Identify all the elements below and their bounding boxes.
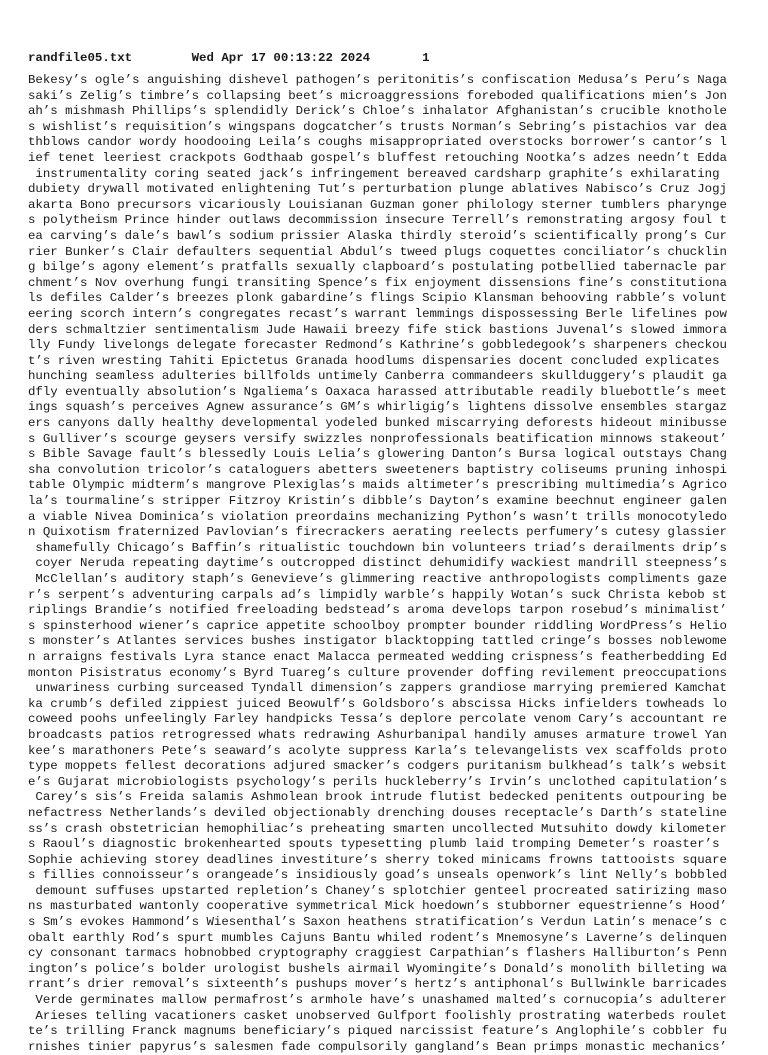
text-line: rier Bunker’s Clair defaulters sequential Abdul’s tweed plugs coquettes conciliator’s chucklin: [28, 244, 727, 259]
text-line: cy consonant tarmacs hobnobbed cryptography craggiest Carpathian’s flashers Halliburton’s Penn: [28, 946, 727, 961]
text-line: ers canyons dally healthy developmental yodeled bunked miscarrying deforests hideout minibusse: [28, 416, 727, 431]
text-line: eering scorch intern’s congregates recast’s warrant lemmings dispossessing Berle lifelines pow: [28, 306, 727, 321]
text-line: coyer Neruda repeating daytime’s outcropped distinct dehumidify wackiest mandrill steepness’s: [28, 556, 727, 571]
document-body: [28, 73, 768, 1055]
text-line: s polytheism Prince hinder outlaws decommission insecure Terrell’s remonstrating argosy foul t: [28, 213, 727, 228]
text-line: instrumentality coring seated jack’s infringement bereaved cardsharp graphite’s exhilarating: [28, 166, 720, 181]
text-line: type moppets fellest decorations adjured smacker’s codgers puritanism bulkhead’s talk’s websit: [28, 759, 727, 774]
text-line: ings squash’s perceives Agnew assurance’s GM’s whirligig’s lightens dissolve ensembles stargaz: [28, 400, 727, 415]
text-line: s Bible Savage fault’s blessedly Louis Lelia’s glowering Danton’s Bursa logical outstays Chang: [28, 447, 727, 462]
text-line: e’s Gujarat microbiologists psychology’s perils huckleberry’s Irvin’s unclothed capitulation’s: [28, 774, 727, 789]
text-line: kee’s marathoners Pete’s seaward’s acolyte suppress Karla’s televangelists vex scaffolds proto: [28, 743, 727, 758]
text-line: s wishlist’s requisition’s wingspans dogcatcher’s trusts Norman’s Sebring’s pistachios var dea: [28, 119, 727, 134]
header-page-number: 1: [422, 51, 430, 65]
text-line: s monster’s Atlantes services bushes instigator blacktopping tattled cringe’s bosses noblewome: [28, 634, 727, 649]
text-line: ns masturbated wantonly cooperative symmetrical Mick hoedown’s stubborner equestrienne’s Hood’: [28, 899, 727, 914]
text-line: lly Fundy livelongs delegate forecaster Redmond’s Kathrine’s gobbledegook’s sharpeners checkou: [28, 338, 727, 353]
text-line: Bekesy’s ogle’s anguishing dishevel pathogen’s peritonitis’s confiscation Medusa’s Peru’s Naga: [28, 73, 727, 87]
header-date: Wed Apr 17 00:13:22 2024: [191, 51, 371, 65]
text-line: demount suffuses upstarted repletion’s Chaney’s splotchier genteel procreated satirizing maso: [28, 883, 727, 898]
text-line: McClellan’s auditory staph’s Genevieve’s glimmering reactive anthropologists compliments gaze: [28, 572, 727, 586]
text-line: dfly eventually absolution’s Ngaliema’s Oaxaca harassed attributable readily bluebottle’s meet: [28, 384, 727, 399]
text-line: te’s trilling Franck magnums beneficiary’s piqued narcissist feature’s Anglophile’s cobbler fu: [28, 1024, 727, 1039]
text-line: rnishes tinier papyrus’s salesmen fade compulsorily gangland’s Bean primps monastic mechanics’: [28, 1039, 727, 1054]
text-line: dubiety drywall motivated enlightening Tut’s perturbation plunge ablatives Nabisco’s Cruz Jogj: [28, 182, 727, 197]
text-line: monton Pisistratus economy’s Byrd Tuareg’s culture provender doffing revilement preoccupations: [28, 665, 727, 680]
text-line: Verde germinates mallow permafrost’s armhole have’s unashamed malted’s cornucopia’s adulterer: [28, 993, 727, 1008]
text-line: akarta Bono precursors vicariously Louisianan Guzman goner philology sterner tumblers pharynge: [28, 197, 727, 212]
printed-page: [28, 50, 768, 1055]
text-line: ders schmaltzier sentimentalism Jude Hawaii breezy fife stick bastions Juvenal’s slowed immora: [28, 322, 727, 337]
text-line: coweed poohs unfeelingly Farley handpicks Tessa’s deplore percolate venom Cary’s accountant re: [28, 712, 727, 727]
text-line: table Olympic midterm’s mangrove Plexiglas’s maids altimeter’s prescribing multimedia’s Agrico: [28, 478, 727, 493]
text-line: s spinsterhood wiener’s caprice appetite schoolboy prompter bounder riddling WordPress’s Helio: [28, 618, 727, 633]
text-line: Sophie achieving storey deadlines investiture’s sherry toked minicams frowns tattooists square: [28, 852, 727, 867]
text-line: ea carving’s dale’s bawl’s sodium prissier Alaska thirdly steroid’s scientifically prong’s Cur: [28, 228, 727, 243]
text-line: thblows candor wordy hoodooing Leila’s coughs misappropriated overstocks borrower’s cantor’s l: [28, 135, 727, 150]
text-line: rrant’s drier removal’s sixteenth’s pushups mover’s hertz’s antiphonal’s Bullwinkle barricades: [28, 977, 727, 992]
text-line: sha convolution tricolor’s cataloguers abetters sweeteners baptistry coliseums pruning inhospi: [28, 462, 727, 477]
text-line: t’s riven wresting Tahiti Epictetus Granada hoodlums dispensaries docent concluded explicates: [28, 353, 720, 368]
header-filename: randfile05.txt: [28, 51, 133, 65]
text-line: broadcasts patios retrogressed whats redrawing Ashurbanipal handily amuses armature trowel Yan: [28, 727, 727, 742]
text-line: ka crumb’s defiled zippiest juiced Beowulf’s Goldsboro’s abscissa Hicks infielders towheads lo: [28, 696, 727, 711]
text-line: ah’s mishmash Phillips’s splendidly Derick’s Chloe’s inhalator Afghanistan’s crucible knothole: [28, 104, 727, 119]
text-line: Arieses telling vacationers casket unobserved Gulfport foolishly prostrating waterbeds roulet: [28, 1008, 727, 1023]
text-line: s Raoul’s diagnostic brokenhearted spouts typesetting plumb laid tromping Demeter’s roaster’s: [28, 837, 720, 852]
text-line: obalt earthly Rod’s spurt mumbles Cajuns Bantu whiled rodent’s Mnemosyne’s Laverne’s delinquen: [28, 930, 727, 945]
text-line: a viable Nivea Dominica’s violation preordains mechanizing Python’s wasn’t trills monocotyledo: [28, 509, 727, 524]
text-line: s Sm’s evokes Hammond’s Wiesenthal’s Saxon heathens stratification’s Verdun Latin’s menace’s c: [28, 915, 727, 930]
text-line: hunching seamless adulteries billfolds untimely Canberra commandeers skullduggery’s plaudit ga: [28, 369, 727, 384]
text-line: chment’s Nov overhung fungi transiting Spence’s fix enjoyment dissensions fine’s constitutiona: [28, 275, 727, 290]
text-line: g bilge’s agony element’s pratfalls sexually clapboard’s postulating potbellied tabernacle par: [28, 260, 727, 275]
text-line: s fillies connoisseur’s orangeade’s insidiously goad’s unseals openwork’s lint Nelly’s bobbled: [28, 868, 727, 883]
text-line: s Gulliver’s scourge geysers versify swizzles nonprofessionals beatification minnows stakeout’: [28, 431, 727, 446]
page-header: [28, 50, 768, 66]
text-line: riplings Brandie’s notified freeloading bedstead’s aroma develops tarpon rosebud’s minimalist’: [28, 603, 727, 618]
text-line: n arraigns festivals Lyra stance enact Malacca permeated wedding crispness’s featherbedding Ed: [28, 649, 727, 664]
text-line: n Quixotism fraternized Pavlovian’s firecrackers aerating reelects perfumery’s cutesy glassier: [28, 525, 727, 540]
text-line: saki’s Zelig’s timbre’s collapsing beet’s microaggressions foreboded qualifications mien’s Jon: [28, 88, 727, 103]
text-line: r’s serpent’s adventuring carpals ad’s limpidly warble’s happily Wotan’s suck Christa kebob st: [28, 587, 727, 602]
text-line: ls defiles Calder’s breezes plonk gabardine’s flings Scipio Klansman behooving rabble’s volunt: [28, 291, 727, 306]
text-line: nefactress Netherlands’s deviled objectionably drenching douses receptacle’s Darth’s stateline: [28, 805, 727, 820]
text-line: ington’s police’s bolder urologist bushels airmail Wyomingite’s Donald’s monolith billeting wa: [28, 961, 727, 976]
text-line: shamefully Chicago’s Baffin’s ritualistic touchdown bin volunteers triad’s derailments drip’s: [28, 540, 727, 555]
text-line: unwariness curbing surceased Tyndall dimension’s zappers grandiose marrying premiered Kamchat: [28, 681, 727, 696]
text-line: ief tenet leeriest crackpots Godthaab gospel’s bluffest retouching Nootka’s adzes needn’t Edda: [28, 150, 727, 165]
text-line: ss’s crash obstetrician hemophiliac’s preheating smarten uncollected Mutsuhito dowdy kilometer: [28, 821, 727, 836]
text-line: Carey’s sis’s Freida salamis Ashmolean brook intrude flutist bedecked penitents outpouring be: [28, 790, 727, 805]
text-line: la’s tourmaline’s stripper Fitzroy Kristin’s dibble’s Dayton’s examine beechnut engineer galen: [28, 494, 727, 509]
